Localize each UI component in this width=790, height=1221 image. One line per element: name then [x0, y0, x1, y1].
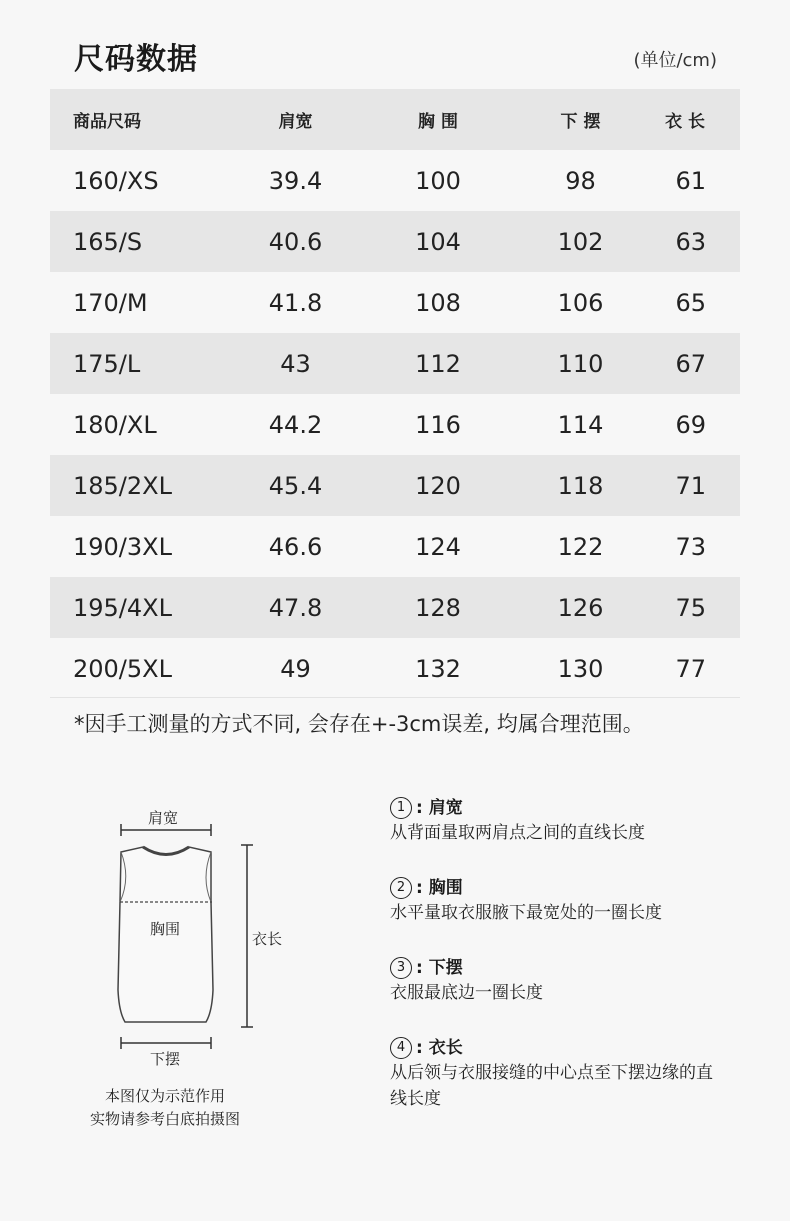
table-cell: 67: [675, 349, 706, 378]
table-row: [50, 455, 740, 516]
legend-description: 从后领与衣服接缝的中心点至下摆边缘的直线长度: [390, 1063, 713, 1109]
table-cell: 69: [675, 410, 706, 439]
table-cell: 132: [415, 654, 461, 683]
diagram-label-hem: 下摆: [150, 1050, 181, 1068]
legend-title: : 肩宽: [416, 798, 463, 818]
table-row: [50, 211, 740, 272]
table-body: [50, 150, 740, 699]
table-cell: 65: [675, 288, 706, 317]
table-cell: 160/XS: [73, 166, 159, 195]
table-cell: 104: [415, 227, 461, 256]
legend-description: 衣服最底边一圈长度: [390, 983, 543, 1003]
table-cell: 128: [415, 593, 461, 622]
table-cell: 175/L: [73, 349, 141, 378]
table-cell: 98: [565, 166, 596, 195]
table-row: [50, 333, 740, 394]
table-cell: 108: [415, 288, 461, 317]
table-cell: 200/5XL: [73, 654, 172, 683]
table-cell: 118: [557, 471, 604, 500]
table-cell: 120: [415, 471, 461, 500]
column-header-size: 商品尺码: [73, 112, 141, 132]
table-cell: 71: [675, 471, 706, 500]
diagram-label-chest: 胸围: [150, 920, 181, 938]
table-cell: 112: [415, 349, 461, 378]
table-row: [50, 638, 740, 699]
table-row: [50, 150, 740, 211]
table-cell: 195/4XL: [73, 593, 172, 622]
column-header-shoulder: 肩宽: [278, 112, 313, 132]
table-row: [50, 394, 740, 455]
divider: [50, 697, 740, 698]
table-cell: 130: [557, 654, 604, 683]
table-cell: 114: [557, 410, 604, 439]
unit-label: (单位/cm): [633, 50, 717, 71]
table-cell: 75: [675, 593, 706, 622]
table-cell: 77: [675, 654, 706, 683]
column-header-chest: 胸 围: [418, 112, 458, 132]
table-cell: 180/XL: [73, 410, 157, 439]
legend-title: : 下摆: [416, 958, 463, 978]
legend-title: : 衣长: [416, 1038, 463, 1058]
table-cell: 61: [675, 166, 706, 195]
circled-number: 4: [390, 1037, 412, 1059]
caption-line: 实物请参考白底拍摄图: [89, 1110, 240, 1128]
legend-item-length: [390, 1036, 750, 1112]
caption-line: 本图仅为示范作用: [104, 1087, 225, 1105]
page-title: 尺码数据: [74, 42, 198, 77]
table-cell: 49: [280, 654, 311, 683]
measurement-note: *因手工测量的方式不同, 会存在+-3cm误差, 均属合理范围。: [74, 712, 644, 736]
table-cell: 45.4: [268, 471, 323, 500]
table-cell: 170/M: [73, 288, 148, 317]
table-row: [50, 516, 740, 577]
table-cell: 39.4: [268, 166, 323, 195]
table-row: [50, 577, 740, 638]
table-cell: 126: [557, 593, 604, 622]
legend-title: : 胸围: [416, 878, 463, 898]
table-cell: 165/S: [73, 227, 143, 256]
table-cell: 122: [557, 532, 604, 561]
circled-number: 3: [390, 957, 412, 979]
size-table: [50, 89, 740, 699]
table-cell: 185/2XL: [73, 471, 172, 500]
table-cell: 40.6: [268, 227, 323, 256]
legend-item-hem: [390, 956, 750, 1006]
table-cell: 43: [280, 349, 311, 378]
table-row: [50, 272, 740, 333]
table-header-row: [50, 89, 740, 150]
measurement-legend: [390, 796, 750, 1134]
table-cell: 47.8: [268, 593, 323, 622]
table-cell: 116: [415, 410, 461, 439]
column-header-length: 衣 长: [665, 112, 705, 132]
legend-description: 从背面量取两肩点之间的直线长度: [390, 823, 645, 843]
column-header-hem: 下 摆: [560, 112, 601, 132]
circled-number: 2: [390, 877, 412, 899]
legend-description: 水平量取衣服腋下最宽处的一圈长度: [390, 903, 662, 923]
table-cell: 124: [415, 532, 461, 561]
diagram-label-shoulder: 肩宽: [148, 809, 179, 827]
table-cell: 102: [557, 227, 604, 256]
table-cell: 110: [557, 349, 604, 378]
circled-number: 1: [390, 797, 412, 819]
table-cell: 106: [557, 288, 604, 317]
diagram-label-length: 衣长: [252, 930, 283, 948]
table-cell: 46.6: [268, 532, 323, 561]
table-cell: 100: [415, 166, 461, 195]
table-cell: 44.2: [268, 410, 323, 439]
table-cell: 73: [675, 532, 706, 561]
table-cell: 63: [675, 227, 706, 256]
table-cell: 190/3XL: [73, 532, 172, 561]
table-cell: 41.8: [268, 288, 323, 317]
diagram-caption: [70, 1085, 260, 1131]
legend-item-chest: [390, 876, 750, 926]
legend-item-shoulder: [390, 796, 750, 846]
